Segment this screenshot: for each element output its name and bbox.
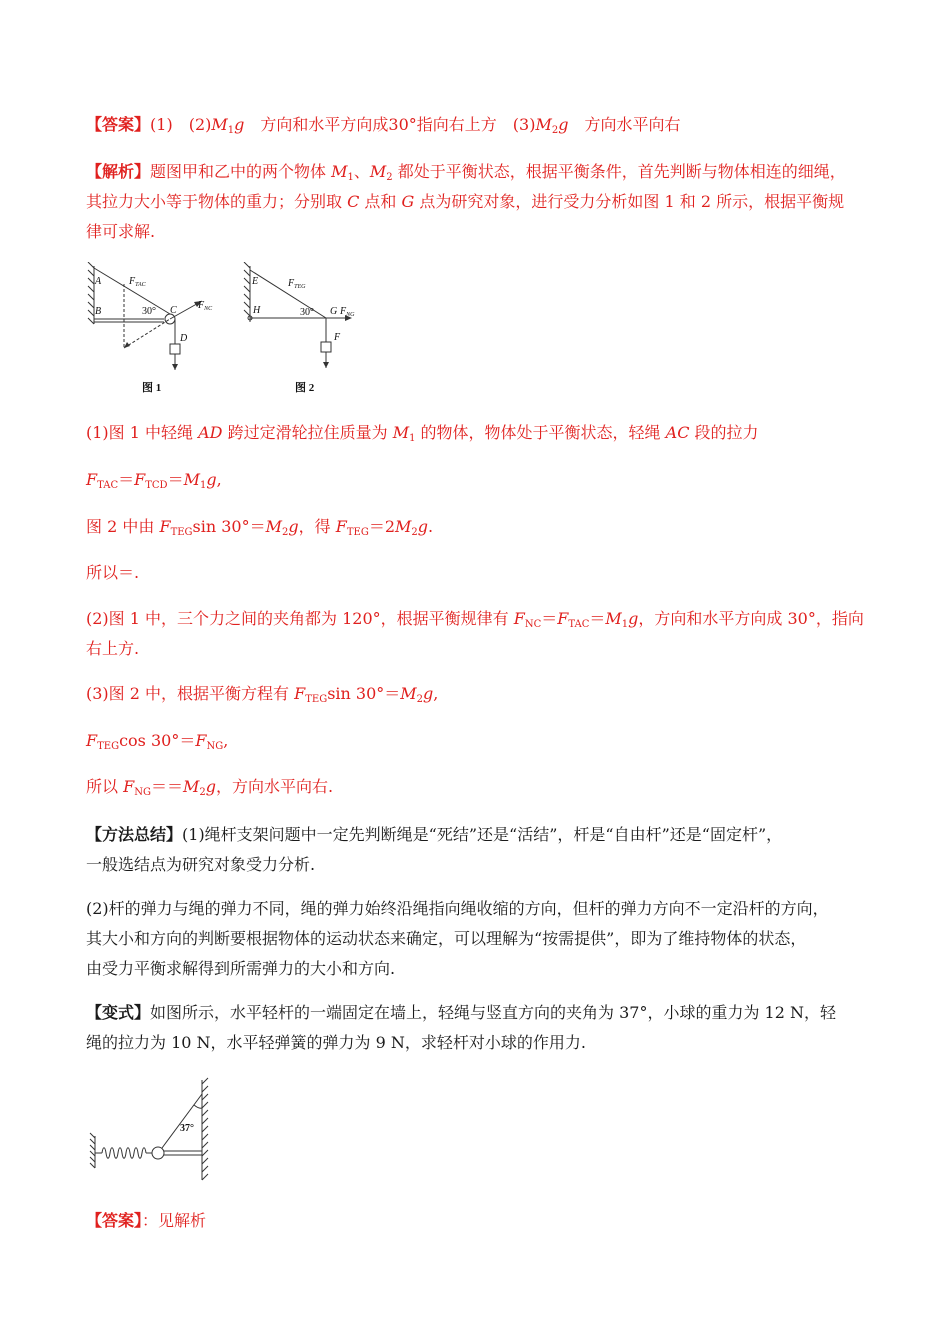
step-1-line-2: FTAC＝FTCD＝M1g, [86,470,222,491]
step-3-line-1: (3)图 2 中，根据平衡方程有 FTEGsin 30°＝M2g, [86,684,439,705]
figure-2 [240,262,380,402]
step-3-line-3: 所以 FNG＝＝M2g，方向水平向右. [86,777,334,798]
label-b: B [95,306,102,317]
method-line-4: 其大小和方向的判断要根据物体的运动状态来确定，可以理解为“按需提供”，即为了维持物体的状态， [86,929,807,948]
variant-line-2: 绳的拉力为 10 N，水平轻弹簧的弹力为 9 N，求轻杆对小球的作用力. [86,1033,586,1052]
label-f-tac: $F_{TAC}$ [129,276,146,288]
answer-tag: 【答案】 [86,115,151,134]
label-h: H [253,305,261,316]
label-c: C [170,305,177,316]
label-f-nc: $F_{NC}$ [198,300,213,312]
variant-figure [88,1076,218,1186]
method-line-2: 一般选结点为研究对象受力分析. [86,855,316,874]
analysis-tag: 【解析】 [86,162,151,181]
step-2-line-1: (2)图 1 中，三个力之间的夹角都为 120°，根据平衡规律有 FNC＝FTAC＝M1g，方向和水平方向成 30°，指向 [86,609,864,630]
answer-tag-2: 【答案】 [86,1211,143,1230]
label-f: F [334,332,341,343]
method-line-3: (2)杆的弹力与绳的弹力不同，绳的弹力始终沿绳指向绳收缩的方向，但杆的弹力方向不一定沿杆的方向， [86,899,829,918]
label-angle-30: 30° [300,307,314,318]
figure-1 [84,262,234,402]
variant-line-1: 【变式】如图所示，水平轻杆的一端固定在墙上，轻绳与竖直方向的夹角为 37°，小球的重力为 12 N，轻 [86,1003,836,1022]
analysis-line-1: 【解析】题图甲和乙中的两个物体 M1、M2 都处于平衡状态，根据平衡条件，首先判断与物体相连的细绳， [86,162,846,183]
step-1-line-1: (1)图 1 中轻绳 AD 跨过定滑轮拉住质量为 M1 的物体，物体处于平衡状态，轻绳 AC 段的拉力 [86,423,759,444]
label-angle-30: 30° [142,306,156,317]
step-1-line-3: 图 2 中由 FTEGsin 30°＝M2g，得 FTEG＝2M2g. [86,517,434,538]
method-line-5: 由受力平衡求解得到所需弹力的大小和方向. [86,959,396,978]
caption-figure-2: 图 2 [295,382,315,394]
answer-line: 【答案】(1) (2)M1g 方向和水平方向成30°指向右上方 (3)M2g 方向水平向右 [86,115,681,136]
variant-tag: 【变式】 [86,1003,151,1022]
label-f-ng: $F_{NG}$ [340,306,355,318]
analysis-line-3: 律可求解. [86,222,156,241]
method-line-1: 【方法总结】(1)绳杆支架问题中一定先判断绳是“死结”还是“活结”，杆是“自由杆”还是“固定杆”， [86,825,783,844]
label-a: A [95,276,102,287]
label-f-teg: $F_{TEG}$ [288,278,306,290]
label-angle-37: 37° [180,1123,194,1134]
label-e: E [252,276,259,287]
caption-figure-1: 图 1 [142,382,162,394]
label-g: G [330,306,338,317]
method-tag: 【方法总结】 [86,825,183,844]
step-1-line-4: 所以＝. [86,563,140,582]
label-d: D [180,333,188,344]
step-3-line-2: FTEGcos 30°＝FNG, [86,731,229,752]
analysis-line-2: 其拉力大小等于物体的重力；分别取 C 点和 G 点为研究对象，进行受力分析如图 1 和 2 所示，根据平衡规 [86,192,845,211]
answer-line-2: 【答案】：见解析 [86,1211,207,1230]
step-2-line-2: 右上方. [86,639,140,658]
